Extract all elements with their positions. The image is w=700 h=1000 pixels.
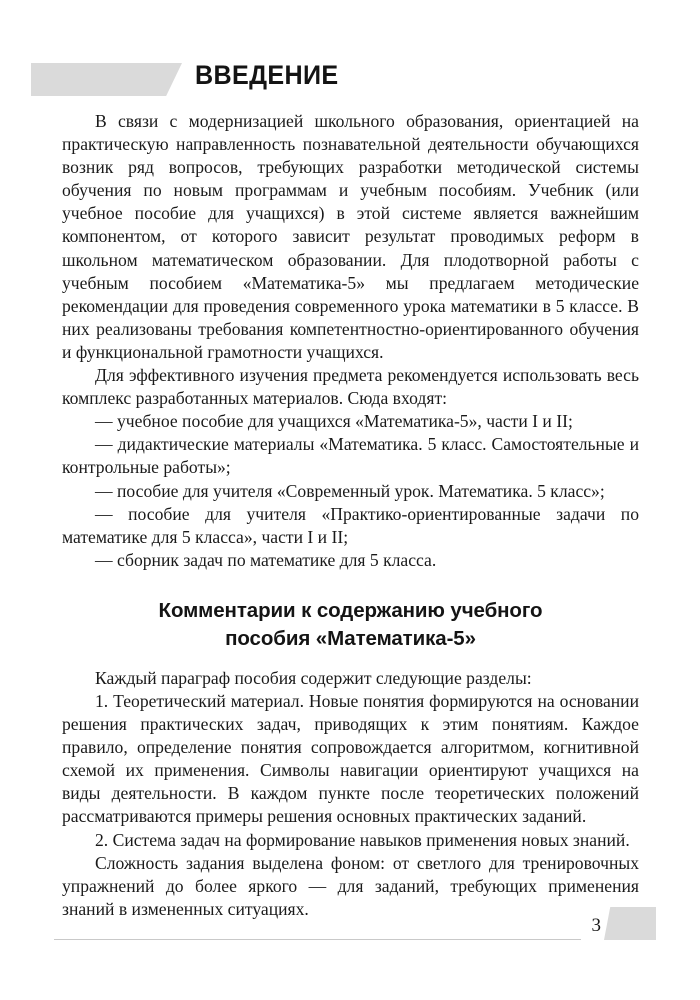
paragraph-materials-intro: Для эффективного изучения предмета рекомендуется использовать весь комплекс разработанных материалов. Сюда входят:	[62, 365, 639, 409]
list-item: — пособие для учителя «Практико-ориентированные задачи по математике для 5 класса», части I и II;	[62, 503, 639, 547]
page-footer	[0, 905, 700, 950]
section-heading	[62, 597, 639, 653]
paragraph-theory: 1. Теоретический материал. Новые понятия формируются на основании решения практических задач, приводящих к этим понятиям. Каждое правило, определение понятия сопровождается алгоритмом, когнитивной схемой их применения. Символы навигации ориентируют учащихся на виды деятельности. В каждом пункте после теоретических положений рассматриваются примеры решения основных практических заданий.	[62, 690, 639, 827]
document-body	[62, 110, 639, 921]
list-item: — учебное пособие для учащихся «Математика-5», части I и II;	[95, 411, 573, 432]
footer-accent-bar-icon	[604, 907, 656, 940]
paragraph-task-system: 2. Система задач на формирование навыков применения новых знаний.	[95, 829, 630, 850]
footer-divider	[54, 939, 581, 940]
list-item: — пособие для учителя «Современный урок. Математика. 5 класс»;	[95, 480, 605, 501]
paragraph-sections-intro: Каждый параграф пособия содержит следующие разделы:	[95, 667, 532, 688]
list-item: — сборник задач по математике для 5 класса.	[95, 549, 437, 570]
list-item: — дидактические материалы «Математика. 5 класс. Самостоятельные и контрольные работы»;	[62, 434, 639, 478]
paragraph-intro: В связи с модернизацией школьного образования, ориентацией на практическую направленность познавательной деятельности обучающихся возник ряд вопросов, требующих разработки методической системы обучения по новым программам и учебным пособиям. Учебник (или учебное пособие для учащихся) в этой системе является важнейшим компонентом, от которого зависит результат проводимых реформ в школьном математическом образовании. Для плодотворной работы с учебным пособием «Математика-5» мы предлагаем методические рекомендации для проведения современного урока математики в 5 классе. В них реализованы требования компетентностно-ориентированного обучения и функциональной грамотности учащихся.	[62, 111, 639, 362]
page-number: 3	[591, 915, 601, 936]
header-accent-bar-icon	[31, 63, 182, 96]
section-heading-line-2: пособия «Математика-5»	[225, 626, 476, 650]
section-heading-line-1: Комментарии к содержанию учебного	[158, 598, 543, 622]
page-title: ВВЕДЕНИЕ	[195, 60, 339, 90]
paragraph-difficulty: Сложность задания выделена фоном: от светлого для тренировочных упражнений до более яркого — для заданий, требующих применения знаний в измененных ситуациях.	[62, 852, 639, 919]
chapter-header	[0, 58, 700, 100]
